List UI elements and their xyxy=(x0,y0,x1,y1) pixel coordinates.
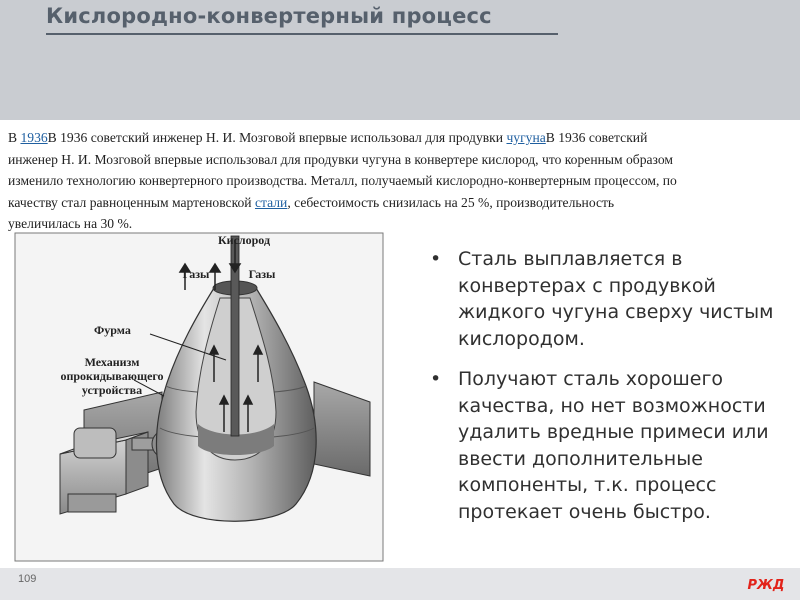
history-paragraph xyxy=(8,127,688,235)
rzd-logo xyxy=(744,574,788,594)
label-gases-left: Газы xyxy=(182,267,210,281)
label-mechanism-line-3: устройства xyxy=(81,383,143,397)
label-oxygen: Кислород xyxy=(217,233,271,247)
label-lance: Фурма xyxy=(94,323,131,337)
bullet-text: Получают сталь хорошего качества, но нет возможности удалить вредные примеси или ввести дополнительные компоненты, т.к. процесс протекает очень быстро. xyxy=(458,368,769,523)
footer-band xyxy=(0,568,800,600)
link-1936[interactable]: 1936 xyxy=(20,130,48,145)
bullet-item xyxy=(428,246,788,352)
text-segment: В 1936 советский инженер Н. И. Мозговой впервые использовал для продувки xyxy=(47,130,507,145)
text-segment: В 1936 советский инженер Н. И. Мозговой впервые использовал для продувки чугуна в конвертере кислород, что коренным образом изменило технологию конвертерного производства. Металл, получаемый кислородно-конвертерным процессом, по качеству стал равноценным мартеновской xyxy=(8,130,677,210)
bullet-text: Сталь выплавляется в конвертерах с продувкой жидкого чугуна сверху чистым кислородом. xyxy=(458,248,774,350)
bullet-dot: • xyxy=(430,368,442,390)
title-underline xyxy=(46,33,558,35)
label-mechanism-line-1: Механизм xyxy=(84,355,140,369)
bullet-dot: • xyxy=(430,248,442,270)
converter-diagram xyxy=(14,232,384,562)
bullet-item xyxy=(428,366,788,525)
label-gases-right: Газы xyxy=(248,267,276,281)
logo-text: РЖД xyxy=(747,578,785,593)
link-chuguna[interactable]: чугуна xyxy=(506,130,546,145)
link-stali[interactable]: стали xyxy=(254,194,288,210)
page-number: 109 xyxy=(18,573,37,585)
bullet-list xyxy=(428,246,788,525)
text-segment: , себестоимость снизилась на 25 %, производительность увеличилась на 30 %. xyxy=(8,194,615,232)
label-mechanism-line-2: опрокидывающего xyxy=(60,369,164,383)
text-segment: В xyxy=(8,130,21,145)
slide-title: Кислородно-конвертерный процесс xyxy=(46,4,492,28)
